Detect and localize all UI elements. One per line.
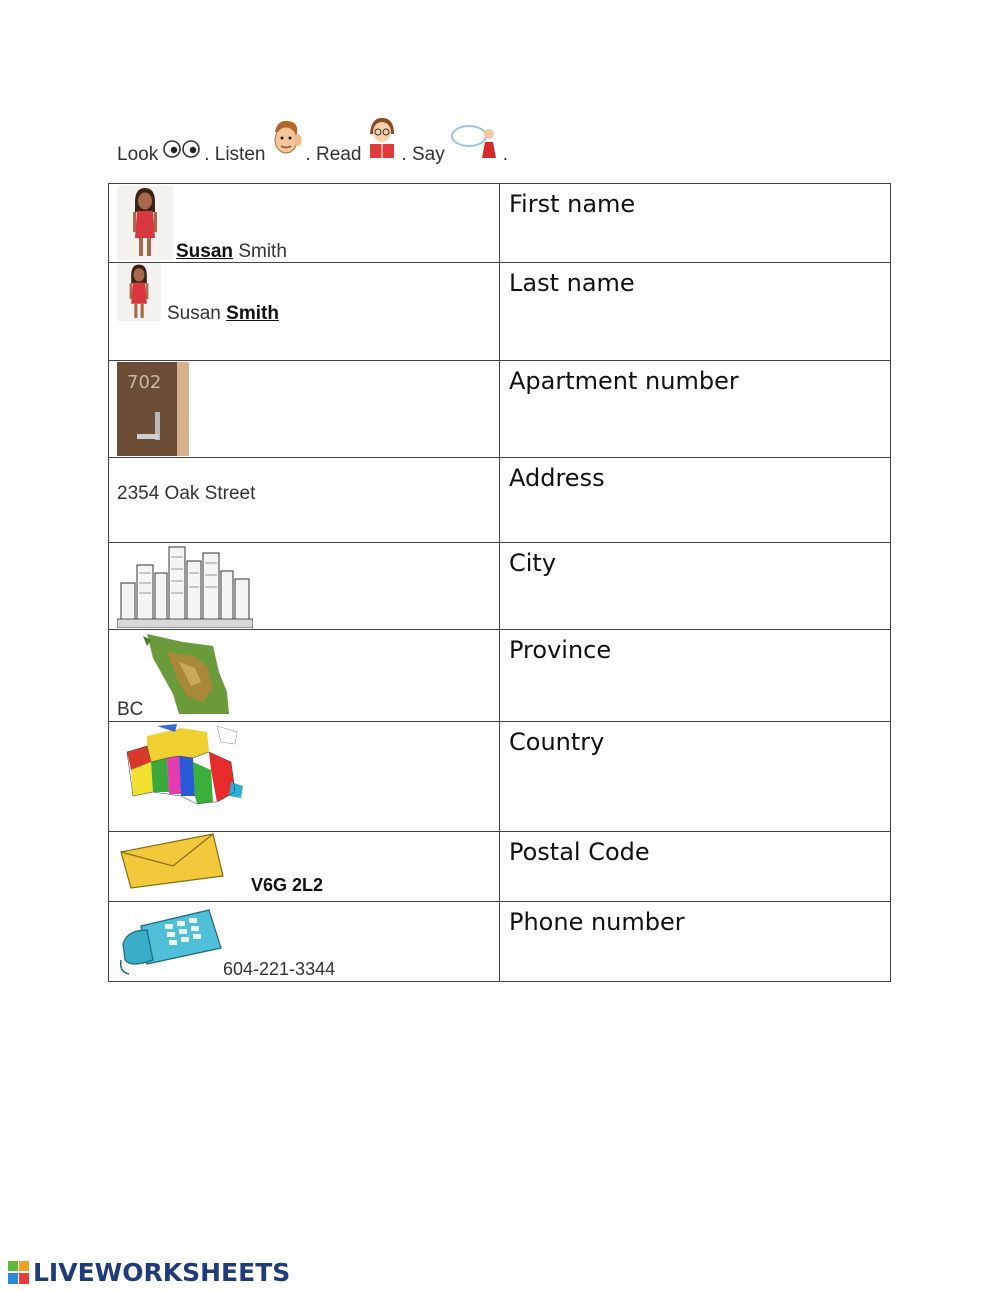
telephone-icon [117, 904, 225, 980]
bc-map-icon [143, 632, 233, 716]
look-text: Look [117, 144, 159, 165]
table-row [109, 184, 891, 263]
table-row [109, 458, 891, 543]
listening-boy-icon [269, 118, 303, 166]
info-table [108, 183, 891, 982]
postal-code-value: V6G 2L2 [251, 875, 324, 895]
reading-girl-icon [365, 116, 399, 166]
door-icon [117, 362, 189, 456]
apartment-number-label: Apartment number [509, 367, 739, 395]
province-picture-cell [109, 630, 500, 722]
postal-picture-cell [109, 832, 500, 902]
country-label: Country [509, 728, 605, 756]
province-text: BC [117, 699, 144, 720]
instructions-line [117, 118, 510, 166]
woman-icon [117, 186, 173, 260]
logo-blocks-icon [8, 1261, 30, 1285]
first-name-picture-cell [109, 184, 500, 263]
phone-picture-cell [109, 902, 500, 982]
postal-code-text [251, 875, 323, 896]
postal-code-label: Postal Code [509, 838, 650, 866]
table-row [109, 543, 891, 630]
say-text: . Say [401, 144, 445, 165]
apartment-picture-cell [109, 361, 500, 458]
country-picture-cell [109, 722, 500, 832]
canada-map-icon [117, 722, 251, 830]
first-name-label: First name [509, 190, 636, 218]
first-name-label-cell [500, 184, 891, 263]
logo-text: LIVEWORKSHEETS [33, 1258, 291, 1287]
name-display [167, 303, 279, 325]
last-name-label-cell [500, 263, 891, 361]
read-text: . Read [305, 144, 362, 165]
address-text: 2354 Oak Street [117, 483, 256, 504]
last-name-text: Smith [226, 303, 279, 324]
apartment-label-cell [500, 361, 891, 458]
first-name-text: Susan [167, 303, 221, 324]
address-label: Address [509, 464, 605, 492]
city-picture-cell [109, 543, 500, 630]
city-label-cell [500, 543, 891, 630]
phone-number-label: Phone number [509, 908, 685, 936]
table-row [109, 722, 891, 832]
first-name-text: Susan [176, 241, 234, 262]
woman-icon [117, 263, 161, 321]
province-label-cell [500, 630, 891, 722]
listen-text: . Listen [204, 144, 266, 165]
last-name-picture-cell [109, 263, 500, 361]
address-picture-cell [109, 458, 500, 543]
postal-label-cell [500, 832, 891, 902]
table-row [109, 902, 891, 982]
last-name-label: Last name [509, 269, 635, 297]
door-number: 702 [127, 372, 162, 393]
table-row [109, 630, 891, 722]
speaking-person-icon [449, 122, 501, 166]
last-name-text: Smith [238, 241, 287, 262]
phone-text: 604-221-3344 [223, 959, 336, 979]
province-label: Province [509, 636, 612, 664]
envelope-icon [117, 832, 225, 890]
address-label-cell [500, 458, 891, 543]
phone-label-cell [500, 902, 891, 982]
table-row [109, 263, 891, 361]
city-skyline-icon [117, 543, 253, 628]
liveworksheets-logo [8, 1258, 290, 1287]
city-label: City [509, 549, 557, 577]
table-row [109, 832, 891, 902]
table-row [109, 361, 891, 458]
eyes-icon [162, 138, 202, 166]
country-label-cell [500, 722, 891, 832]
end-period: . [502, 144, 509, 165]
name-display [176, 241, 287, 263]
